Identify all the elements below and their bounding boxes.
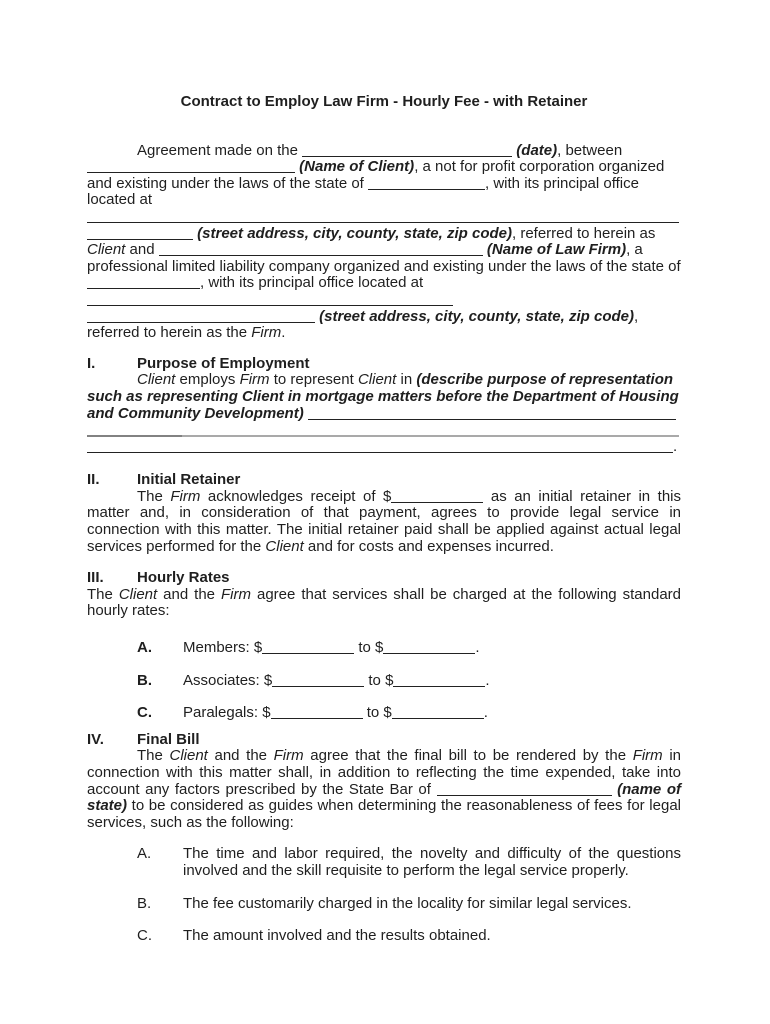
text-run: , referred to herein as the xyxy=(87,307,639,342)
text-run: The amount involved and the results obtained. xyxy=(183,927,491,945)
blank-members-from xyxy=(262,641,354,654)
text-run: . xyxy=(281,324,286,342)
retainer-paragraph xyxy=(87,489,681,555)
blank-law-firm-name xyxy=(159,243,483,256)
text-run: The fee customarily charged in the locality for similar legal services. xyxy=(183,894,632,912)
section-title: Purpose of Employment xyxy=(137,354,310,372)
text-run: to represent xyxy=(269,371,358,389)
blank-client-address-1 xyxy=(87,210,679,223)
blank-purpose-line-2b xyxy=(182,423,679,437)
text-run: Client xyxy=(169,747,208,765)
placeholder-hint: (date) xyxy=(516,141,558,159)
text-run: Client xyxy=(118,585,158,603)
purpose-paragraph xyxy=(87,372,681,455)
blank-purpose-line-1 xyxy=(308,407,676,420)
text-run: , with its principal office located at xyxy=(87,174,639,209)
section-number: III. xyxy=(87,569,104,587)
text-run: The xyxy=(137,747,170,765)
text-run: employs xyxy=(175,371,240,389)
item-letter: C. xyxy=(137,927,152,945)
text-run: Client xyxy=(265,537,304,555)
text-run: to $ xyxy=(362,704,392,722)
final-bill-paragraph xyxy=(87,748,681,831)
text-run: The xyxy=(137,487,171,505)
blank-firm-address-2 xyxy=(87,310,315,323)
text-run: to $ xyxy=(364,671,394,689)
blank-state-bar xyxy=(437,783,612,796)
blank-firm-address-1 xyxy=(87,293,453,306)
text-run: Members: $ xyxy=(183,639,263,657)
item-letter: B. xyxy=(137,894,152,912)
text-run: . xyxy=(673,437,678,455)
text-run: and for costs and expenses incurred. xyxy=(303,537,554,555)
section-number: IV. xyxy=(87,730,104,748)
blank-client-state xyxy=(368,177,485,190)
item-letter: A. xyxy=(137,639,152,657)
placeholder-hint: (Name of Client) xyxy=(299,158,415,176)
text-run: to be considered as guides when determining the reasonableness of fees for legal services, such as the following: xyxy=(87,797,681,831)
placeholder-hint: (Name of Law Firm) xyxy=(486,241,627,259)
text-run: Firm xyxy=(632,747,663,765)
text-run: , between xyxy=(557,141,623,159)
blank-members-to xyxy=(383,641,475,654)
blank-firm-state xyxy=(87,276,200,289)
factor-item-a xyxy=(87,846,681,879)
text-run: agree that services shall be charged at the following standard hourly rates: xyxy=(87,585,681,620)
section-heading-final-bill xyxy=(87,732,681,749)
blank-purpose-line-3 xyxy=(87,440,673,453)
section-title: Final Bill xyxy=(137,730,200,748)
text-run: Client xyxy=(137,371,176,389)
text-run: Client xyxy=(87,241,126,259)
text-run: , with its principal office located at xyxy=(200,274,424,292)
text-run: . xyxy=(475,639,480,657)
placeholder-hint: (name of state) xyxy=(87,780,681,815)
text-run: . xyxy=(485,671,490,689)
text-run: Firm xyxy=(239,371,270,389)
text-run: Associates: $ xyxy=(183,671,273,689)
rate-item-associates xyxy=(87,673,681,690)
blank-paralegals-to xyxy=(392,706,484,719)
text-run: in xyxy=(396,371,417,389)
section-title: Hourly Rates xyxy=(137,569,230,587)
text-run: acknowledges receipt of $ xyxy=(200,487,392,505)
text-run: as an initial retainer in this matter and, in consideration of that payment, agrees to provide legal service in connection with this matter. The initial retainer paid shall be applied against actual legal services performed for the xyxy=(87,487,681,555)
blank-client-address-2 xyxy=(87,227,193,240)
text-run: Client xyxy=(357,371,397,389)
factor-item-b xyxy=(87,896,681,913)
blank-associates-to xyxy=(393,674,485,687)
text-run: . xyxy=(483,704,488,722)
text-run: The xyxy=(87,585,119,603)
blank-associates-from xyxy=(272,674,364,687)
blank-retainer-amount xyxy=(391,490,483,503)
text-run: , referred to herein as xyxy=(511,224,656,242)
text-run: and the xyxy=(207,747,274,765)
placeholder-hint: (street address, city, county, state, zip code) xyxy=(197,224,512,242)
text-run: Firm xyxy=(273,747,304,765)
section-heading-retainer xyxy=(87,472,681,489)
text-run: , a professional limited liability company organized and existing under the laws of the state of xyxy=(87,241,681,275)
factor-item-c xyxy=(87,928,681,945)
section-number: II. xyxy=(87,471,100,489)
section-number: I. xyxy=(87,354,96,372)
placeholder-hint: (street address, city, county, state, zip code) xyxy=(319,307,634,325)
text-run: Firm xyxy=(221,585,251,603)
section-heading-purpose xyxy=(87,356,681,373)
blank-date xyxy=(302,144,512,157)
rate-item-paralegals xyxy=(87,705,681,722)
text-run: Agreement made on the xyxy=(137,141,303,159)
text-run: Paralegals: $ xyxy=(183,704,271,722)
text-run: in connection with this matter shall, in addition to reflecting the time expended, take into account any factors prescribed by the State Bar of xyxy=(87,747,681,798)
text-run: and the xyxy=(157,585,221,603)
text-run: , a not for profit corporation organized and existing under the laws of the state of xyxy=(87,158,665,192)
rate-item-members xyxy=(87,640,681,657)
text-run: Firm xyxy=(251,324,282,342)
item-letter: C. xyxy=(137,704,152,722)
blank-client-name xyxy=(87,160,295,173)
blank-purpose-line-2a xyxy=(87,423,182,437)
hourly-rates-paragraph xyxy=(87,587,681,620)
text-run: Firm xyxy=(170,487,201,505)
text-run: and xyxy=(125,241,159,259)
item-letter: B. xyxy=(137,671,152,689)
text-run: The time and labor required, the novelty and difficulty of the questions involved and the skill requisite to perform the legal service properly. xyxy=(183,845,681,879)
item-letter: A. xyxy=(137,845,152,863)
section-title: Initial Retainer xyxy=(137,471,241,489)
intro-paragraph xyxy=(87,143,681,342)
section-heading-hourly-rates xyxy=(87,570,681,587)
text-run: to $ xyxy=(354,639,384,657)
text-run: agree that the final bill to be rendered by the xyxy=(303,747,633,765)
blank-paralegals-from xyxy=(271,706,363,719)
placeholder-hint: (describe purpose of representation such as representing Client in mortgage matters before the Department of Housing and Community Development) xyxy=(87,371,679,422)
document-title: Contract to Employ Law Firm - Hourly Fee - with Retainer xyxy=(180,93,588,110)
